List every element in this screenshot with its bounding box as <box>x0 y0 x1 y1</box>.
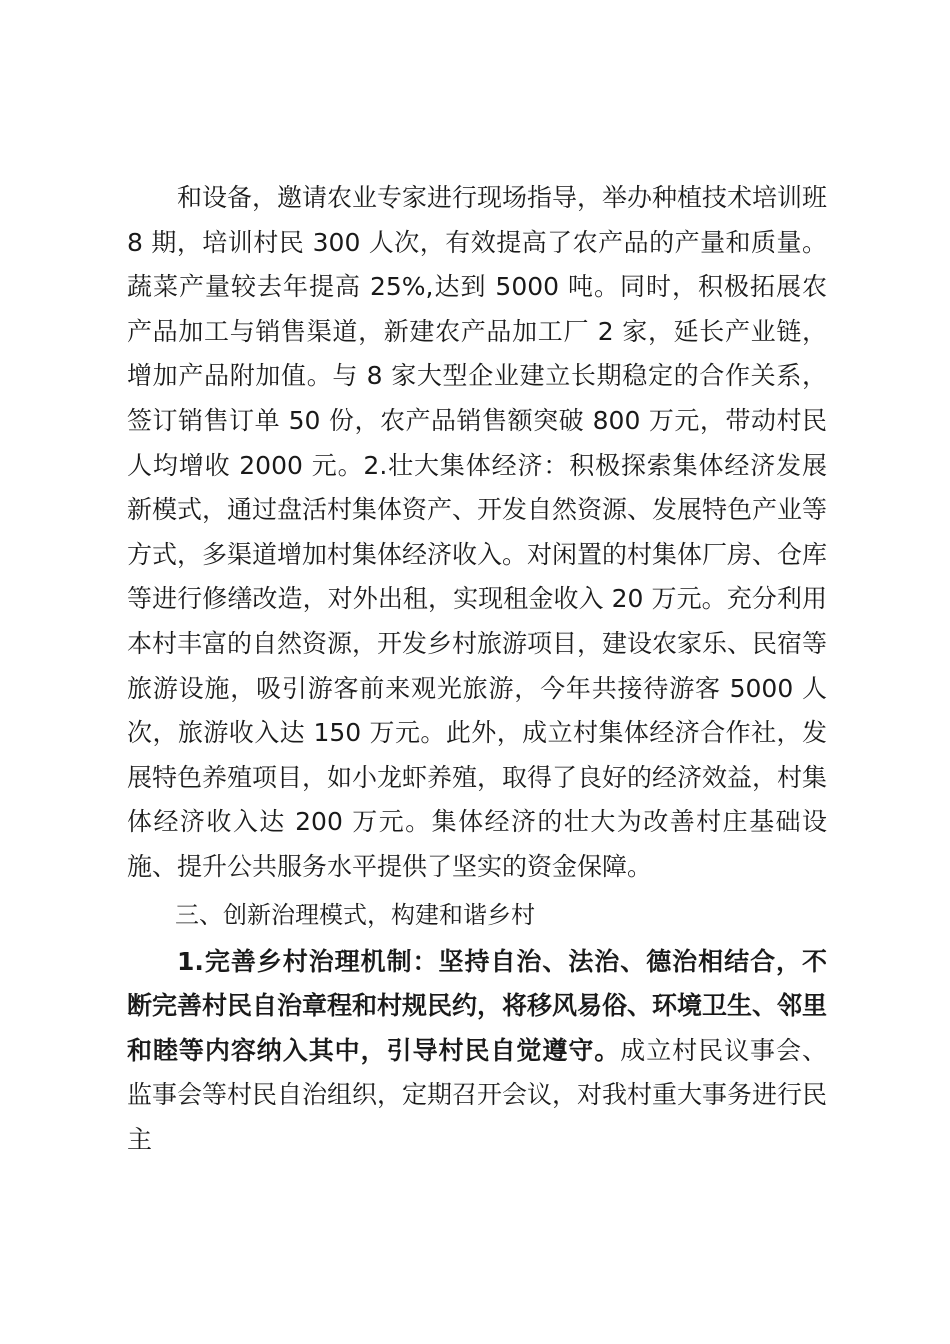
body-paragraph: 和设备，邀请农业专家进行现场指导，举办种植技术培训班 8 期，培训村民 300 人次，有效提高了农产品的产量和质量。蔬菜产量较去年提高 25%,达到 5000 吨。同时，积极拓展农产品加工与销售渠道，新建农产品加工厂 2 家，延长产业链，增加产品附加值。与 8 家大型企业建立长期稳定的合作关系，签订销售订单 50 份，农产品销售额突破 800 万元，带动村民人均增收 2000 元。2.壮大集体经济：积极探索集体经济发展新模式，通过盘活村集体资产、开发自然资源、发展特色产业等方式，多渠道增加村集体经济收入。对闲置的村集体厂房、仓库等进行修缮改造，对外出租，实现租金收入 20 万元。充分利用本村丰富的自然资源，开发乡村旅游项目，建设农家乐、民宿等旅游设施，吸引游客前来观光旅游，今年共接待游客 5000 人次，旅游收入达 150 万元。此外，成立村集体经济合作社，发展特色养殖项目，如小龙虾养殖，取得了良好的经济效益，村集体经济收入达 200 万元。集体经济的壮大为改善村庄基础设施、提升公共服务水平提供了坚实的资金保障。 <box>127 183 828 881</box>
body-paragraph-mixed <box>127 940 827 1163</box>
regular-text: 成立村民议事会、监事会等村民自治组织，定期召开会议，对我村重大事务进行民主 <box>127 1035 828 1154</box>
section-heading: 三、创新治理模式，构建和谐乡村 <box>175 900 535 929</box>
document-body <box>127 176 827 1162</box>
bold-lead-text: 1.完善乡村治理机制：坚持自治、法治、德治相结合，不断完善村民自治章程和村规民约，将移风易俗、环境卫生、邻里和睦等内容纳入其中，引导村民自觉遵守。 <box>127 946 828 1065</box>
